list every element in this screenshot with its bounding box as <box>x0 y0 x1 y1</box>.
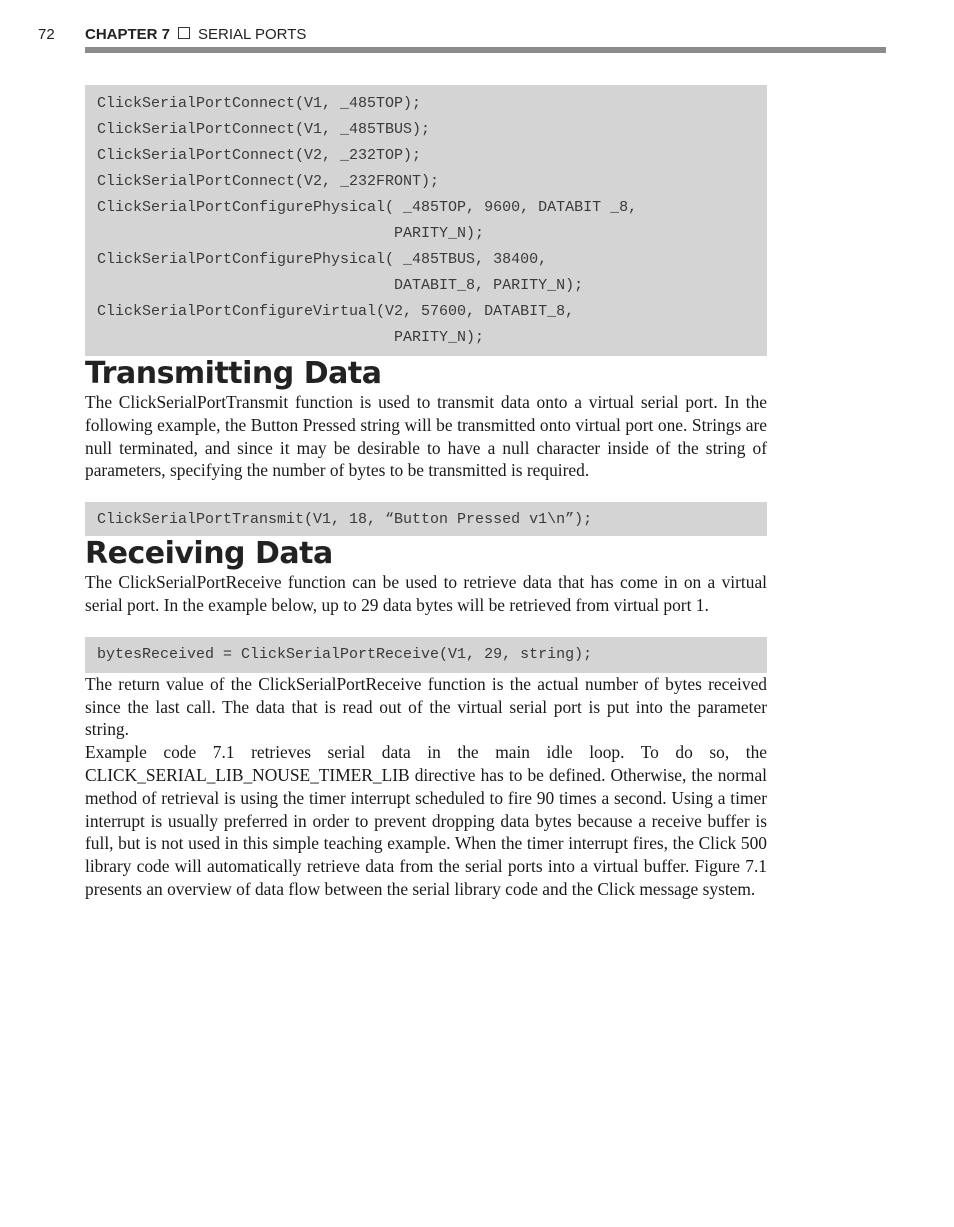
code-block-receive <box>85 637 767 673</box>
page-content <box>85 85 767 901</box>
page-number: 72 <box>38 26 55 43</box>
code-line: ClickSerialPortConnect(V1, _485TOP); <box>97 95 422 112</box>
code-line: ClickSerialPortConnect(V1, _485TBUS); <box>97 121 431 138</box>
code-line: DATABIT_8, PARITY_N); <box>97 277 584 294</box>
code-line: ClickSerialPortConnect(V2, _232TOP); <box>97 147 422 164</box>
code-block-transmit <box>85 502 767 536</box>
paragraph-example-code: Example code 7.1 retrieves serial data in the main idle loop. To do so, the CLICK_SERIAL_LIB_NOUSE_TIMER_LIB directive has to be defined. Otherwise, the normal method of retrieval is using the timer interrupt scheduled to fire 90 times a second. Using a timer interrupt is usually preferred in order to prevent dropping data bytes because a receive buffer is full, but is not used in this simple teaching example. When the timer interrupt fires, the Click 500 library code will automatically retrieve data from the serial ports into a virtual buffer. Figure 7.1 presents an overview of data flow between the serial library code and the Click message system. <box>85 742 767 899</box>
code-line: PARITY_N); <box>97 329 485 346</box>
code-line: bytesReceived = ClickSerialPortReceive(V1, 29, string); <box>97 645 593 663</box>
code-line: ClickSerialPortConfigurePhysical( _485TOP, 9600, DATABIT _8, <box>97 199 638 216</box>
paragraph-receiving: The ClickSerialPortReceive function can be used to retrieve data that has come in on a virtual serial port. In the example below, up to 29 data bytes will be retrieved from virtual port 1. <box>85 572 767 615</box>
paragraph-transmitting: The ClickSerialPortTransmit function is used to transmit data onto a virtual serial port. In the following example, the Button Pressed string will be transmitted onto virtual port one. Strings are null terminated, and since it may be desirable to have a null character inside of the string of parameters, specifying the number of bytes to be transmitted is required. <box>85 392 767 481</box>
header-rule <box>85 47 886 53</box>
code-line: PARITY_N); <box>97 225 485 242</box>
page-header <box>0 0 954 60</box>
code-line: ClickSerialPortTransmit(V1, 18, “Button Pressed v1\n”); <box>97 511 593 529</box>
running-head <box>85 26 306 43</box>
box-separator-icon <box>178 27 190 39</box>
code-line: ClickSerialPortConfigureVirtual(V2, 57600, DATABIT_8, <box>97 303 575 320</box>
heading-transmitting-data: Transmitting Data <box>85 356 382 391</box>
code-line: ClickSerialPortConnect(V2, _232FRONT); <box>97 173 440 190</box>
chapter-title: SERIAL PORTS <box>198 26 307 43</box>
paragraph-return-value: The return value of the ClickSerialPortReceive function is the actual number of bytes received since the last call. The data that is read out of the virtual serial port is put into the parameter string. <box>85 673 767 740</box>
code-block-serial-config <box>85 85 767 356</box>
chapter-label: CHAPTER 7 <box>85 26 171 43</box>
heading-receiving-data: Receiving Data <box>85 536 333 572</box>
code-line: ClickSerialPortConfigurePhysical( _485TBUS, 38400, <box>97 251 548 268</box>
